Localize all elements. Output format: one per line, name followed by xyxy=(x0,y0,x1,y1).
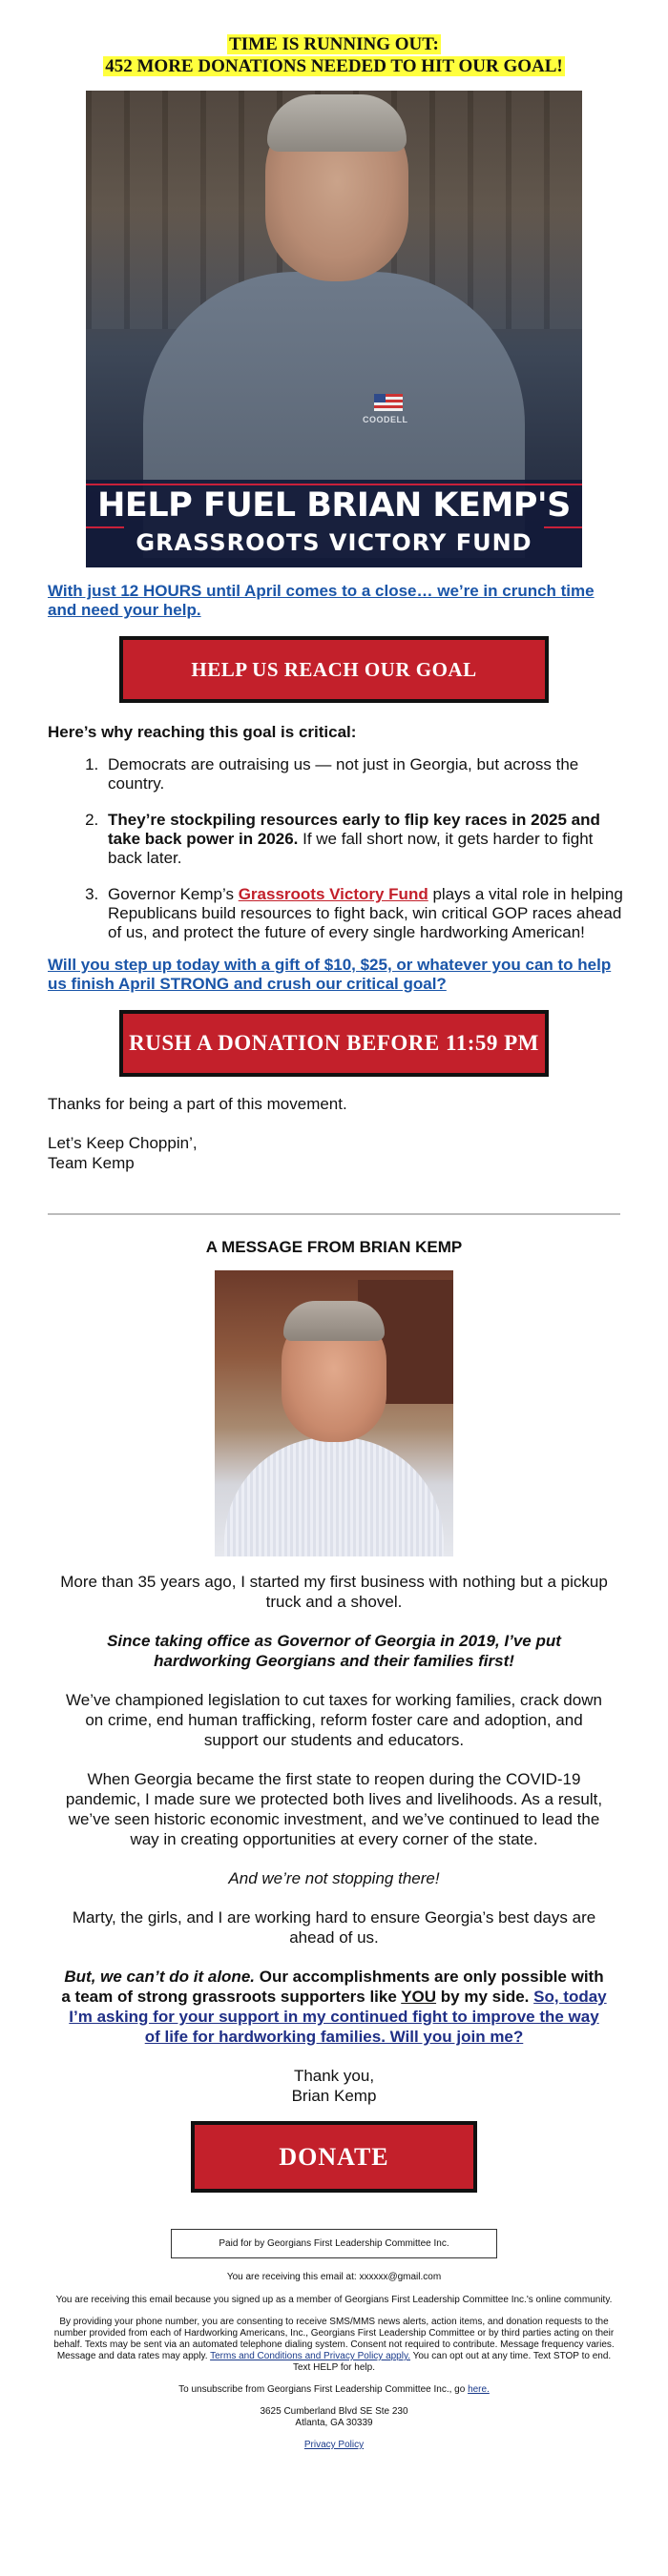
closing-line-1: Thank you, xyxy=(293,2067,375,2085)
reasons-list xyxy=(103,755,623,942)
banner-stripe-top xyxy=(86,484,582,485)
closing-line-2: Brian Kemp xyxy=(291,2087,377,2105)
reason-3-pre: Governor Kemp’s xyxy=(108,885,239,903)
paid-for-disclaimer: Paid for by Georgians First Leadership Committee Inc. xyxy=(171,2229,497,2258)
hero-hair xyxy=(267,94,407,152)
p7-emphasis: But, we can’t do it alone. xyxy=(64,1968,255,1986)
message-p2: Since taking office as Governor of Georgia in 2019, I’ve put hardworking Georgians and their families first! xyxy=(107,1632,561,1670)
signoff-line-1: Let’s Keep Choppin’, xyxy=(48,1134,198,1152)
message-p6: Marty, the girls, and I are working hard to ensure Georgia’s best days are ahead of us. xyxy=(72,1908,596,1947)
message-p5: And we’re not stopping there! xyxy=(228,1869,440,1887)
intro-link[interactable]: With just 12 HOURS until April comes to a close… we’re in crunch time and need your help. xyxy=(48,582,595,619)
portrait-hair xyxy=(283,1301,385,1341)
reason-2-bold: They’re stockpiling resources early to flip key races in 2025 and take back power in 2026. xyxy=(108,811,600,848)
mailing-address xyxy=(48,2406,620,2429)
donate-button[interactable]: DONATE xyxy=(191,2121,477,2193)
portrait-shirt xyxy=(224,1437,444,1556)
shirt-logo: COODELL xyxy=(363,415,408,424)
p7-bold-b: by my side. xyxy=(436,1988,534,2006)
message-p1: More than 35 years ago, I started my first business with nothing but a pickup truck and a shovel. xyxy=(60,1573,608,1611)
unsubscribe-link[interactable]: here. xyxy=(468,2384,490,2395)
banner-stripe-right xyxy=(544,526,582,528)
privacy-row xyxy=(48,2440,620,2451)
unsubscribe xyxy=(48,2384,620,2396)
email-body xyxy=(0,33,668,2451)
reason-3-post: plays a vital role in helping Republicans build resources to fight back, win critical GOP races ahead of us, and protect the future of every single hardworking American! xyxy=(108,885,623,941)
flag-icon xyxy=(374,394,403,411)
signup-reason: You are receiving this email because you signed up as a member of Georgians First Leadership Committee Inc.'s online community. xyxy=(55,2295,613,2305)
section-divider xyxy=(48,1213,620,1215)
headline-line-2: 452 MORE DONATIONS NEEDED TO HIT OUR GOAL! xyxy=(105,56,563,76)
kemp-portrait xyxy=(215,1270,453,1556)
message-title: A MESSAGE FROM BRIAN KEMP xyxy=(205,1238,463,1256)
address-line-2: Atlanta, GA 30339 xyxy=(295,2418,373,2428)
privacy-policy-link[interactable]: Privacy Policy xyxy=(303,2440,365,2450)
address-line-1: 3625 Cumberland Blvd SE Ste 230 xyxy=(260,2406,408,2417)
hero-title-line-1: HELP FUEL BRIAN KEMP'S xyxy=(97,486,571,525)
join-me-link[interactable]: So, today I’m asking for your support in my continued fight to improve the way of life for hardworking families. Will you join me? xyxy=(69,1988,607,2046)
reach-goal-button[interactable]: HELP US REACH OUR GOAL xyxy=(119,636,549,703)
p7-bold-a: Our accomplishments are only possible with a team of strong grassroots supporters like xyxy=(61,1968,604,2006)
reason-1-text: Democrats are outraising us — not just in Georgia, but across the country. xyxy=(108,755,579,793)
banner-stripe-left xyxy=(86,526,124,528)
gift-ask-link[interactable]: Will you step up today with a gift of $10, $25, or whatever you can to help us finish April STRONG and crush our critical goal? xyxy=(48,956,612,993)
headline-line-1: TIME IS RUNNING OUT: xyxy=(229,34,439,54)
unsubscribe-text: To unsubscribe from Georgians First Leadership Committee Inc., go xyxy=(178,2384,469,2395)
rush-donation-button[interactable]: RUSH A DONATION BEFORE 11:59 PM xyxy=(119,1010,549,1077)
message-p7 xyxy=(59,1967,609,2047)
reason-item xyxy=(103,811,623,868)
sms-consent xyxy=(48,2317,620,2374)
p7-you: YOU xyxy=(401,1988,437,2006)
why-heading: Here’s why reaching this goal is critical: xyxy=(48,723,357,741)
received-at: You are receiving this email at: xxxxxx@gmail.com xyxy=(226,2272,442,2282)
hero-image[interactable] xyxy=(86,91,582,567)
sms-consent-text: By providing your phone number, you are consenting to receive SMS/MMS news alerts, action items, and donation requests to the number provided from each of Hardworking Americans, Inc., Georgians First Leadership Committee or by third parties acting on their behalf. Texts may be sent via an automated telephone dialing system. Consent not required to contribute. Message frequency varies. Message and data rates may apply. xyxy=(53,2317,615,2361)
closing xyxy=(59,2066,609,2106)
reason-2-text: If we fall short now, it gets harder to fight back later. xyxy=(108,830,594,867)
urgent-headline xyxy=(0,33,668,77)
grassroots-fund-link[interactable]: Grassroots Victory Fund xyxy=(238,885,428,903)
reason-item xyxy=(103,755,623,793)
sms-opt-out: You can opt out at any time. Text STOP to end. Text HELP for help. xyxy=(293,2351,612,2373)
message-p3: We’ve championed legislation to cut taxes for working families, crack down on crime, end human trafficking, reform foster care and adoption, and support our students and educators. xyxy=(66,1691,602,1749)
reason-item xyxy=(103,885,623,942)
terms-link[interactable]: Terms and Conditions and Privacy Policy apply. xyxy=(210,2351,411,2361)
message-p4: When Georgia became the first state to reopen during the COVID-19 pandemic, I made sure we protected both lives and livelihoods. As a result, we’ve seen historic economic investment, and we’ve continued to lead the way in creating opportunities at every corner of the state. xyxy=(65,1770,603,1848)
signoff xyxy=(48,1133,620,1173)
signoff-line-2: Team Kemp xyxy=(48,1154,135,1172)
hero-title-line-2: GRASSROOTS VICTORY FUND xyxy=(136,529,532,556)
thanks-text: Thanks for being a part of this movement. xyxy=(48,1095,347,1113)
